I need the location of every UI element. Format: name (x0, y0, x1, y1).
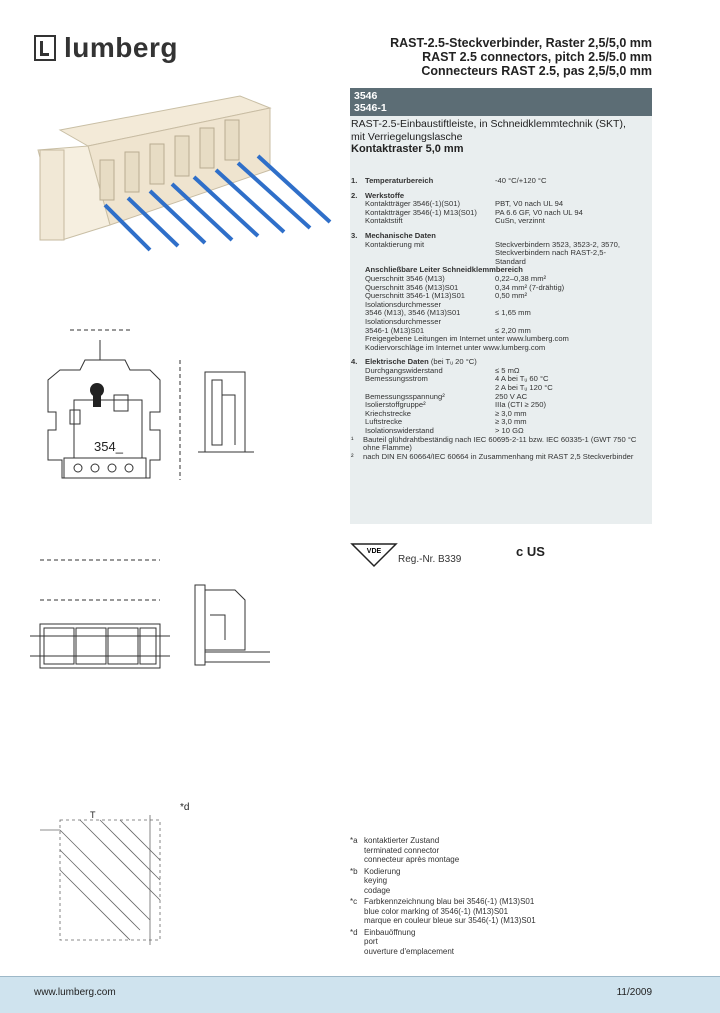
temperature-value: -40 °C/+120 °C (495, 176, 547, 185)
product-photo (38, 96, 330, 250)
spec-row: Querschnitt 3546 (M13) 0,22–0,38 mm² (365, 273, 547, 283)
description-line1: RAST-2.5-Einbaustiftleiste, in Schneidklemmtechnik (SKT), (351, 118, 626, 130)
spec-row: Durchgangswiderstand ≤ 5 mΩ (365, 365, 520, 375)
approved-cables-note: Freigegebene Leitungen im Internet unter www.lumberg.com (365, 334, 569, 344)
spec-row: Luftstrecke ≥ 3,0 mm (365, 417, 527, 427)
spec-row: 3546 (M13), 3546 (M13)S01 ≤ 1,65 mm (365, 308, 531, 318)
spec-row: Steckverbindern nach RAST-2,5- (495, 248, 607, 258)
spec-row: Kontaktstift CuSn, verzinnt (365, 216, 545, 226)
front-view-drawing (48, 330, 160, 478)
bottom-view-drawing (30, 560, 170, 668)
legend-item: *a kontaktierter Zustand terminated connector connecteur après montage (350, 836, 460, 864)
spec-row: 3546-1 (M13)S01 ≤ 2,20 mm (365, 325, 531, 335)
section-view-drawing (195, 585, 270, 665)
specifications (351, 177, 651, 461)
keying-slot (93, 391, 101, 407)
part-number-variant: 3546-1 (354, 102, 387, 114)
spec-row: Kriechstrecke ≥ 3,0 mm (365, 408, 527, 418)
product-description (351, 118, 651, 156)
section-mechanical: 3. Mechanische Daten (351, 230, 436, 240)
spec-row: Kontaktträger 3546(-1)(S01) PBT, V0 nach UL 94 (365, 199, 564, 209)
spec-row: Isolationsdurchmesser (365, 316, 441, 326)
section-number: 1. (351, 176, 358, 185)
part-label-drawing: 354_ (94, 439, 123, 454)
registration-number: Reg.-Nr. B339 (398, 554, 462, 565)
spec-row: Querschnitt 3546-1 (M13)S01 0,50 mm² (365, 291, 528, 301)
spec-row: Bemessungsstrom 4 A bei Tᵤ 60 °C (365, 374, 549, 384)
footnote: ¹ Bauteil glühdrahtbeständig nach IEC 60695-2-11 bzw. IEC 60335-1 (GWT 750 °C ohne Flamme) (351, 434, 637, 453)
legend-item: *b Kodierung keying codage (350, 866, 401, 895)
coding-note: Kodiervorschläge im Internet unter www.lumberg.com (365, 342, 546, 352)
brand-name: lumberg (64, 32, 178, 63)
legend-item: *d Einbauöffnung port ouverture d'emplacement (350, 927, 455, 956)
spec-row: Isolierstoffgruppe² IIIa (CTI ≥ 250) (365, 400, 547, 410)
pcb-layout-drawing (40, 815, 160, 945)
section-title: Temperaturbereich (365, 176, 434, 185)
footer-url[interactable]: www.lumberg.com (34, 987, 116, 998)
section-materials: 2. Werkstoffe (351, 190, 405, 200)
ul-label: c US (516, 544, 545, 559)
spec-row: 2 A bei Tᵤ 120 °C (495, 383, 553, 393)
legend-item: *c Farbkennzeichnung blau bei 3546(-1) (M13)S01 blue color marking of 3546(-1) (M13)S01 marque en couleur bleue sur 3546(-1) (M13)S01 (350, 897, 536, 925)
description-line2: mit Verriegelungslasche (351, 130, 463, 143)
ul-mark-icon (516, 544, 545, 559)
drawing-label-t: T (90, 810, 96, 820)
spec-row: Isolationswiderstand > 10 GΩ (365, 426, 524, 436)
part-number-bar (350, 88, 652, 116)
legend (350, 836, 652, 958)
part-number: 3546 (354, 90, 378, 102)
spec-row: Bemessungsspannung² 250 V AC (365, 391, 528, 401)
footer-date: 11/2009 (616, 987, 652, 998)
footnote: ² nach DIN EN 60664/IEC 60664 in Zusammenhang mit RAST 2,5 Steckverbinder (351, 451, 634, 461)
spec-row: Querschnitt 3546 (M13)S01 0,34 mm² (7-drähtig) (365, 282, 565, 292)
side-view-drawing (180, 360, 254, 480)
spec-row: Isolationsdurchmesser (365, 299, 441, 309)
spec-row: Kontaktträger 3546(-1) M13(S01) PA 6.6 GF, V0 nach UL 94 (365, 207, 583, 217)
title-de: RAST-2.5-Steckverbinder, Raster 2,5/5,0 mm (390, 36, 652, 50)
conductor-subheading: Anschließbare Leiter Schneidklemmbereich (365, 265, 523, 275)
section-electrical: 4. Elektrische Daten (bei Tᵤ 20 °C) (351, 357, 477, 367)
vde-label: VDE (366, 548, 382, 555)
contact-pitch: Kontaktraster 5,0 mm (351, 143, 464, 155)
vde-mark-icon (350, 542, 398, 568)
spec-row: Kontaktierung mit Steckverbindern 3523, 3523-2, 3570, (365, 239, 620, 249)
drawing-label-d: *d (180, 802, 190, 813)
spec-temperature (351, 177, 651, 186)
title-fr: Connecteurs RAST 2.5, pas 2,5/5,0 mm (421, 64, 652, 78)
spec-row: Standard (495, 256, 526, 266)
title-en: RAST 2.5 connectors, pitch 2.5/5.0 mm (422, 50, 652, 64)
